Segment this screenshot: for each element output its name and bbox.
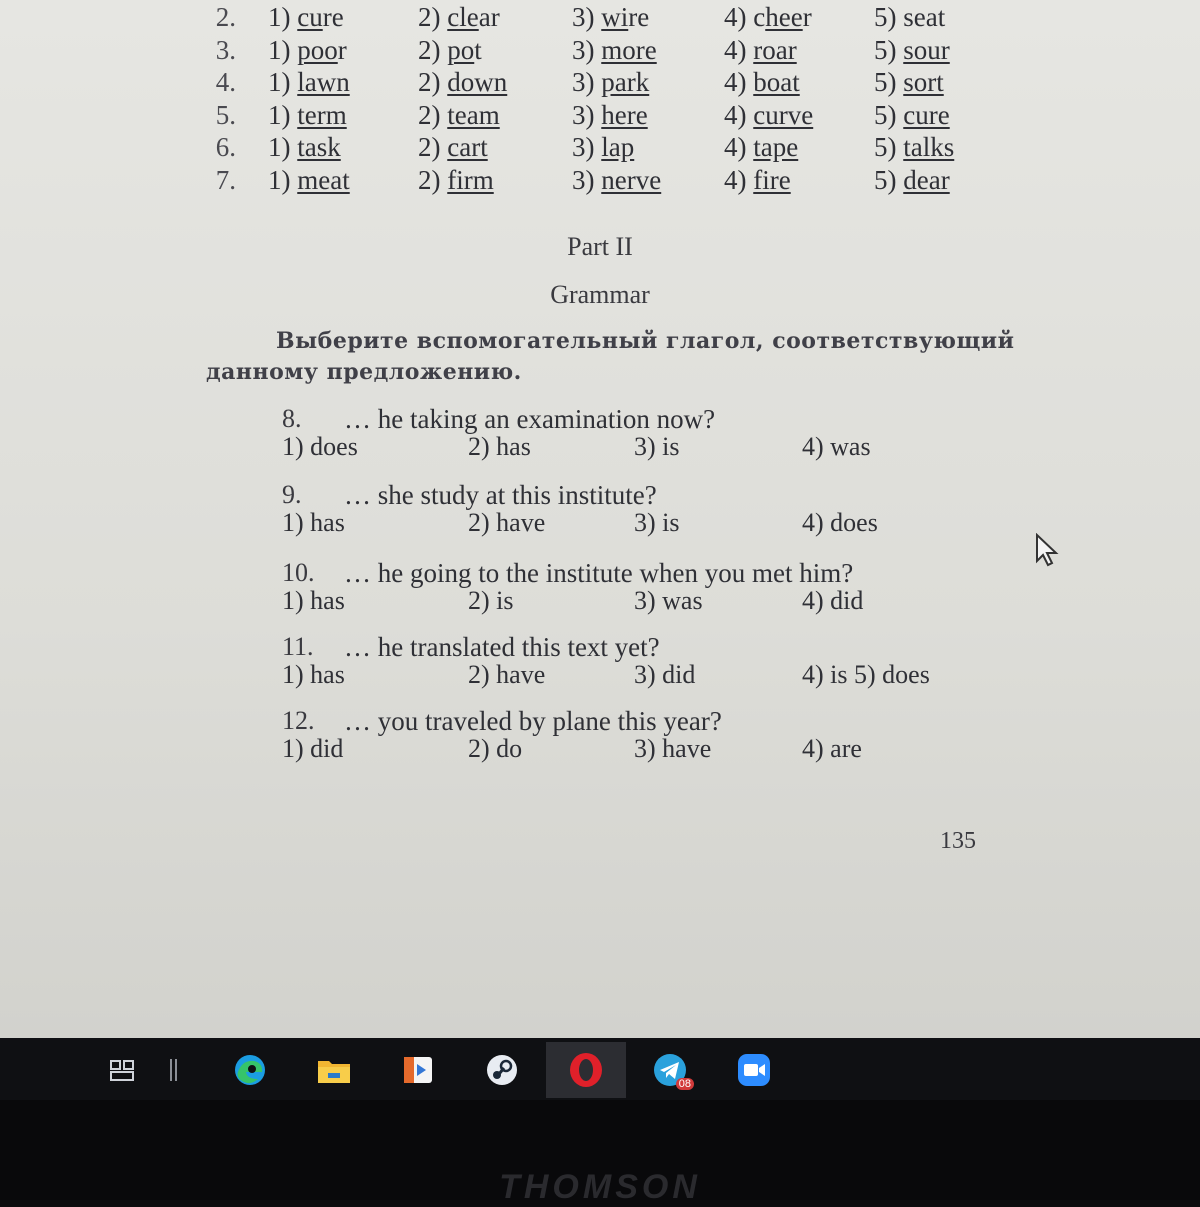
vowel-option: 5) talks xyxy=(874,132,955,162)
vowel-option: 5) cure xyxy=(874,99,950,130)
answer-option: 1) has xyxy=(282,508,345,537)
vowel-option: 5) sour xyxy=(874,34,950,65)
vowel-option: 3) more xyxy=(572,34,657,65)
question-item xyxy=(282,632,1002,704)
taskbar-separator-icon xyxy=(162,1048,186,1092)
instruction-line-2: данному предложению. xyxy=(206,359,522,385)
edge-icon[interactable] xyxy=(228,1048,272,1092)
question-number: 10. xyxy=(282,558,315,587)
mouse-pointer-icon xyxy=(1035,533,1061,572)
vowel-option: 4) cheer xyxy=(724,2,812,32)
vowel-option: 1) poor xyxy=(268,34,347,65)
vowel-option: 5) sort xyxy=(874,67,944,97)
vowel-option: 1) lawn xyxy=(268,67,350,97)
vowel-option: 5) seat xyxy=(874,2,946,32)
row-number: 6. xyxy=(215,132,236,162)
answer-option: 2) have xyxy=(468,660,546,689)
vowel-option: 2) clear xyxy=(418,2,500,32)
task-view-icon[interactable] xyxy=(100,1048,144,1092)
vowel-option: 3) park xyxy=(572,67,650,97)
vowel-option: 2) team xyxy=(418,99,500,130)
row-number: 3. xyxy=(215,34,236,65)
vowel-table-row xyxy=(0,132,1200,166)
question-item xyxy=(282,558,1002,630)
vowel-table-row xyxy=(0,35,1200,69)
question-text: … you traveled by plane this year? xyxy=(344,706,722,736)
answer-option: 4) is 5) does xyxy=(802,660,930,689)
vowel-table-row xyxy=(0,2,1200,36)
question-text: … he taking an examination now? xyxy=(344,404,716,434)
vowel-option: 2) down xyxy=(418,67,508,97)
vowel-option: 4) tape xyxy=(724,132,799,162)
row-number: 5. xyxy=(215,99,236,130)
answer-option: 4) did xyxy=(802,586,864,615)
vowel-option: 2) pot xyxy=(418,34,482,65)
vowel-table-row xyxy=(0,67,1200,101)
question-text: … he translated this text yet? xyxy=(344,632,660,662)
answer-option: 3) is xyxy=(634,508,680,537)
taskbar xyxy=(0,1038,1200,1100)
question-text: … she study at this institute? xyxy=(344,480,657,510)
question-item xyxy=(282,706,1002,778)
answer-option: 1) does xyxy=(282,432,358,461)
vowel-option: 3) wire xyxy=(572,2,650,32)
question-text: … he going to the institute when you met him? xyxy=(344,558,854,588)
row-number: 4. xyxy=(215,67,236,97)
answer-option: 4) does xyxy=(802,508,878,537)
answer-option: 3) have xyxy=(634,734,712,763)
vowel-option: 3) lap xyxy=(572,132,635,162)
row-number: 2. xyxy=(215,2,236,32)
section-title: Grammar xyxy=(550,280,650,309)
answer-option: 1) has xyxy=(282,586,345,615)
answer-option: 4) was xyxy=(802,432,871,461)
answer-option: 1) did xyxy=(282,734,344,763)
vowel-option: 1) meat xyxy=(268,164,350,195)
answer-option: 3) is xyxy=(634,432,680,461)
monitor-brand-logo: THOMSON xyxy=(499,1168,701,1206)
file-explorer-icon[interactable] xyxy=(312,1048,356,1092)
part-title: Part II xyxy=(567,232,633,261)
answer-option: 4) are xyxy=(802,734,862,763)
question-item xyxy=(282,404,1002,476)
zoom-icon[interactable] xyxy=(732,1048,776,1092)
answer-option: 2) have xyxy=(468,508,546,537)
vowel-option: 1) cure xyxy=(268,2,344,32)
question-item xyxy=(282,480,1002,552)
answer-option: 1) has xyxy=(282,660,345,689)
monitor-bezel xyxy=(0,1100,1200,1206)
answer-option: 2) is xyxy=(468,586,514,615)
telegram-icon[interactable] xyxy=(648,1048,692,1092)
question-number: 11. xyxy=(282,632,314,661)
vowel-option: 1) task xyxy=(268,132,341,162)
opera-icon[interactable] xyxy=(546,1042,626,1098)
vowel-option: 4) boat xyxy=(724,67,800,97)
question-number: 12. xyxy=(282,706,315,735)
vowel-option: 5) dear xyxy=(874,164,950,195)
media-player-icon[interactable] xyxy=(396,1048,440,1092)
vowel-option: 1) term xyxy=(268,99,347,130)
vowel-option: 2) cart xyxy=(418,132,488,162)
answer-option: 2) has xyxy=(468,432,531,461)
answer-option: 2) do xyxy=(468,734,523,763)
answer-option: 3) was xyxy=(634,586,703,615)
question-number: 8. xyxy=(282,404,302,433)
telegram-unread-badge: 08 xyxy=(676,1078,694,1090)
answer-option: 3) did xyxy=(634,660,696,689)
vowel-table-row xyxy=(0,165,1200,199)
question-number: 9. xyxy=(282,480,302,509)
instruction-line-1: Выберите вспомогательный глагол, соответствующий xyxy=(276,328,1015,354)
vowel-option: 4) fire xyxy=(724,164,791,195)
row-number: 7. xyxy=(215,164,236,195)
vowel-option: 3) here xyxy=(572,99,648,130)
vowel-option: 3) nerve xyxy=(572,164,662,195)
steam-icon[interactable] xyxy=(480,1048,524,1092)
vowel-option: 4) roar xyxy=(724,34,797,65)
page-number: 135 xyxy=(940,828,976,854)
vowel-table-row xyxy=(0,100,1200,134)
vowel-option: 4) curve xyxy=(724,99,814,130)
vowel-option: 2) firm xyxy=(418,164,494,195)
